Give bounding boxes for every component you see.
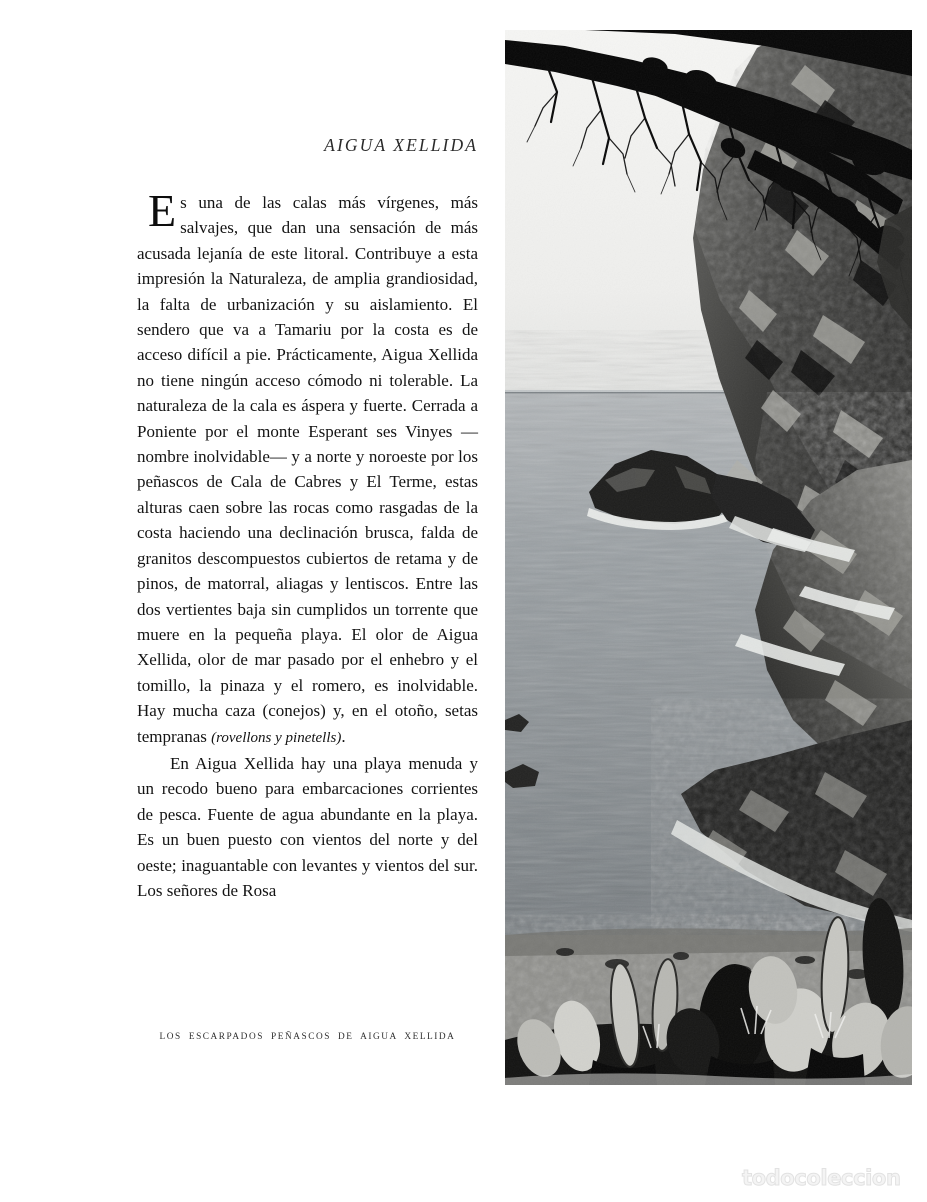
paragraph-1-body: s una de las calas más vírgenes, más salvajes, que dan una sensación de más acusada lejanía de este litoral. Contribuye a esta impresión la Naturaleza, de amplia grandiosidad, la falta de urbanización y su aislamiento. El sendero que va a Tamariu por la costa es de acceso difícil a pie. Prácticamente, Aigua Xellida no tiene ningún acceso cómodo ni tolerable. La naturaleza de la cala es áspera y fuerte. Cerrada a Poniente por el monte Esperant ses Vinyes —nombre inolvidable— y a norte y noroeste por los peñascos de Cala de Cabres y El Terme, estas alturas caen sobre las rocas como rasgadas de la costa haciendo una declinación brusca, falda de granitos descompuestos cubiertos de retama y de pinos, de matorral, aliagas y lentiscos. Entre las dos vertientes baja sin cumplidos un torrente que muere en la pequeña playa. El olor de Aigua Xellida, olor de mar pasado por el enhebro y el tomillo, la pinaza y el romero, es inolvidable. Hay mucha caza (conejos) y, en el otoño, setas tempranas xyxy=(137,193,478,746)
paragraph-1-tail: . xyxy=(341,726,346,746)
article-text-column xyxy=(137,135,478,903)
drop-cap: E xyxy=(148,185,177,236)
photo-caption: LOS ESCARPADOS PEÑASCOS DE AIGUA XELLIDA xyxy=(159,1032,456,1042)
paragraph-1 xyxy=(137,185,478,751)
italic-mushroom-names: (rovellons y pinetells) xyxy=(211,729,342,746)
paragraph-2: En Aigua Xellida hay una playa menuda y un recodo bueno para embarcaciones corrientes de pesca. Fuente de agua abundante en la playa. Es un buen puesto con vientos del norte y del oeste; inaguantable con levantes y vientos del sur. Los señores de Rosa xyxy=(137,753,478,900)
photograph xyxy=(505,30,912,1085)
page-title: AIGUA XELLIDA xyxy=(324,135,478,155)
watermark: todocoleccion xyxy=(742,1166,901,1190)
photograph-image xyxy=(505,30,912,1085)
